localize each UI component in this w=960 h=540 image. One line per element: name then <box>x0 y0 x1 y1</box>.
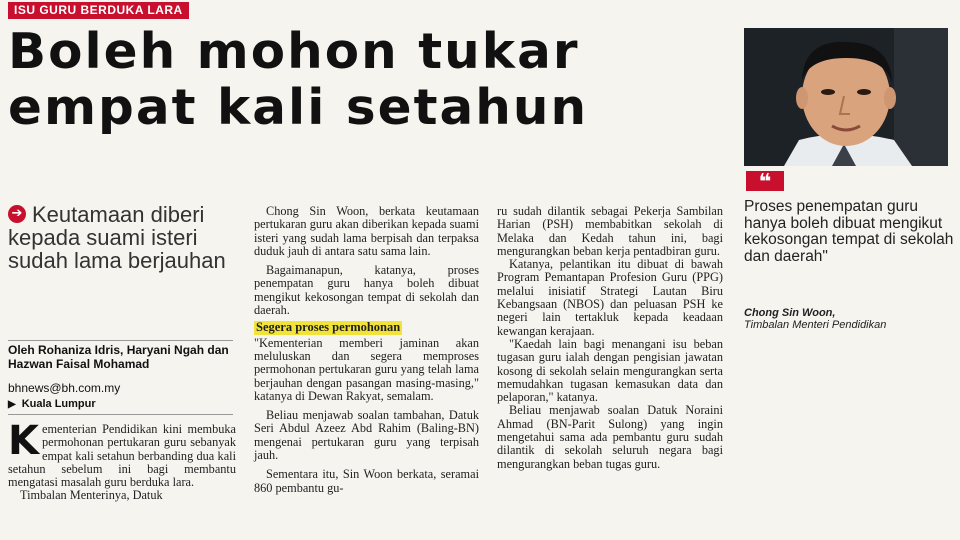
article-column-2 <box>254 205 479 495</box>
article-column-1 <box>8 418 236 503</box>
pull-quote-role: Timbalan Menteri Pendidikan <box>744 319 887 331</box>
paragraph: "Kaedah lain bagi menangani isu beban tugasan guru ialah dengan pengisian jawatan kosong di sekolah selain mengurangkan serta memudahkan tugasan kemasukan data dan pelaporan," katanya. <box>497 336 723 405</box>
dateline <box>8 398 96 410</box>
headline-line-1: Boleh mohon tukar <box>8 23 580 80</box>
pull-quote-name: Chong Sin Woon, <box>744 307 836 319</box>
drop-cap: K <box>8 418 39 464</box>
paragraph: Timbalan Menterinya, Datuk <box>20 488 163 503</box>
paragraph: Katanya, pelantikan itu dibuat di bawah Program Pemantapan Profesion Guru (PPG) melalui inisiatif Strategi Lautan Biru Kebangsaan (NBOS) dan peluasan PSH ke negeri lain tertakluk kepada keadaan kewangan kerajaan. <box>497 257 723 338</box>
article-column-3 <box>497 205 723 471</box>
pull-quote-text: Proses penempatan guru hanya boleh dibuat mengikut kekosongan tempat di sekolah dan daerah" <box>744 198 954 265</box>
crosshead: Segera proses permohonan <box>256 320 401 335</box>
paragraph: Sementara itu, Sin Woon berkata, seramai 860 pembantu gu- <box>254 467 479 495</box>
kicker-label: ISU GURU BERDUKA LARA <box>8 2 189 19</box>
byline-authors: Oleh Rohaniza Idris, Haryani Ngah dan Hazwan Faisal Mohamad <box>8 343 229 371</box>
divider <box>8 414 233 415</box>
byline-email: bhnews@bh.com.my <box>8 381 121 395</box>
paragraph <box>8 418 236 490</box>
paragraph: Bagaimanapun, katanya, proses penempatan guru hanya boleh dibuat mengikut kekosongan tempat di sekolah dan daerah. <box>254 263 479 318</box>
headline-line-2: empat kali setahun <box>8 79 589 136</box>
paragraph: "Kementerian memberi jaminan akan meluluskan dan segera memproses permohonan pertukaran guru yang telah lama berjauhan dengan pasangan masing-masing," katanya di Dewan Rakyat, semalam. <box>254 335 479 403</box>
dateline-text: Kuala Lumpur <box>21 398 96 410</box>
paragraph-text: ementerian Pendidikan kini membuka permohonan pertukaran guru sebanyak empat kali setahun berbanding dua kali setahun sebelum ini bagi membantu mengatasi masalah guru berduka lara. <box>8 422 236 490</box>
divider <box>8 340 233 341</box>
paragraph: Beliau menjawab soalan tambahan, Datuk Seri Abdul Azeez Abd Rahim (Baling-BN) mengenai pertukaran guru yang terpisah jauh. <box>254 408 479 463</box>
paragraph: Chong Sin Woon, berkata keutamaan pertukaran guru akan diberikan kepada suami isteri yang sudah lama berpisah dan terpaksa duduk jauh di antara satu sama lain. <box>254 204 479 258</box>
arrow-right-icon: ➔ <box>8 205 26 223</box>
subheadline-block <box>8 203 238 272</box>
quote-icon: ❝ <box>746 171 784 191</box>
subheadline: Keutamaan diberi kepada suami isteri sudah lama berjauhan <box>8 202 226 273</box>
portrait-illustration <box>744 28 948 166</box>
paragraph: ru sudah dilantik sebagai Pekerja Sambilan Harian (PSH) membabitkan sekolah di Melaka dan Kedah tahun ini, bagi mengurangkan beban kerja pentadbiran guru. <box>497 204 723 258</box>
headline <box>8 24 722 136</box>
dateline-flag-icon: ▶ <box>8 399 16 410</box>
paragraph: Beliau menjawab soalan Datuk Noraini Ahmad (BN-Parit Sulong) yang ingin mengetahui sama ada pembantu guru sudah dilantik di sekolah seluruh negara bagi mengurangkan beban tugas guru. <box>497 403 723 471</box>
portrait-photo <box>744 28 948 166</box>
